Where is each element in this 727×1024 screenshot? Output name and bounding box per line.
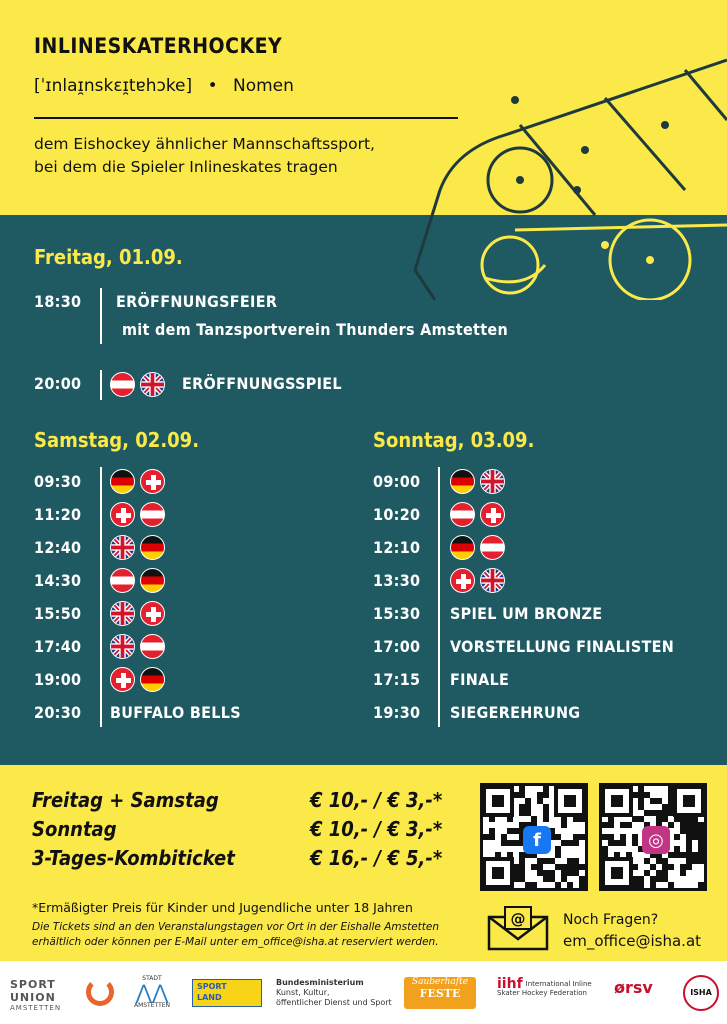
ticket-note-line: Die Tickets sind an den Veranstalungstagen vor Ort in der Eishalle Amstetten (32, 921, 440, 933)
orsv-logo: ørsv (614, 978, 653, 997)
event-time: 09:30 (34, 472, 82, 491)
event-time: 10:20 (373, 505, 421, 524)
definition (34, 133, 375, 179)
timeline-bar (438, 467, 440, 727)
page-title: INLINESKATERHOCKEY (34, 34, 283, 58)
event-subtitle: mit dem Tanzsportverein Thunders Amstetten (122, 320, 509, 339)
ticket-price: € 10,- / € 3,-* (310, 788, 443, 812)
event-time: 20:00 (34, 374, 82, 393)
austria-flag-icon (450, 502, 475, 527)
switzerland-flag-icon (140, 469, 165, 494)
ticket-note (32, 920, 439, 950)
at-symbol: @ (510, 910, 526, 928)
event-time: 19:00 (34, 670, 82, 689)
ticket-price: € 16,- / € 5,-* (310, 846, 443, 870)
event-time: 17:15 (373, 670, 421, 689)
facebook-qr-code[interactable] (480, 783, 588, 891)
event-time: 12:10 (373, 538, 421, 557)
day-heading-friday: Freitag, 01.09. (34, 245, 183, 269)
germany-flag-icon (110, 469, 135, 494)
timeline-bar (100, 370, 102, 400)
uk-flag-icon (480, 469, 505, 494)
facebook-icon: f (523, 826, 551, 854)
event-title: ERÖFFNUNGSFEIER (116, 292, 278, 311)
germany-flag-icon (450, 535, 475, 560)
day-heading-sunday: Sonntag, 03.09. (373, 428, 535, 452)
pronunciation (34, 76, 294, 96)
ticket-label: Freitag + Samstag (32, 788, 219, 812)
event-time: 14:30 (34, 571, 82, 590)
uk-flag-icon (110, 601, 135, 626)
event-time: 12:40 (34, 538, 82, 557)
day-heading-saturday: Samstag, 02.09. (34, 428, 200, 452)
phonetic-text: [ˈɪnlaɪ̯nskɛɪ̯tɐhɔke] (34, 76, 193, 96)
hockey-rink-icon (395, 40, 727, 300)
switzerland-flag-icon (480, 502, 505, 527)
event-title: BUFFALO BELLS (110, 703, 241, 722)
event-time: 20:30 (34, 703, 82, 722)
event-title: VORSTELLUNG FINALISTEN (450, 637, 675, 656)
switzerland-flag-icon (450, 568, 475, 593)
event-time: 19:30 (373, 703, 421, 722)
event-title: SIEGEREHRUNG (450, 703, 581, 722)
event-time: 18:30 (34, 292, 82, 311)
event-time: 17:40 (34, 637, 82, 656)
germany-flag-icon (140, 535, 165, 560)
event-time: 13:30 (373, 571, 421, 590)
switzerland-flag-icon (140, 601, 165, 626)
union-emblem-icon (86, 978, 114, 1006)
uk-flag-icon (140, 372, 165, 397)
austria-flag-icon (110, 568, 135, 593)
uk-flag-icon (110, 535, 135, 560)
switzerland-flag-icon (110, 502, 135, 527)
event-time: 11:20 (34, 505, 82, 524)
instagram-icon: ◎ (642, 826, 670, 854)
reduced-price-note: *Ermäßigter Preis für Kinder und Jugendliche unter 18 Jahren (32, 900, 413, 915)
contact-email[interactable]: em_office@isha.at (563, 932, 702, 950)
event-title: FINALE (450, 670, 510, 689)
uk-flag-icon (480, 568, 505, 593)
event-time: 15:30 (373, 604, 421, 623)
germany-flag-icon (140, 568, 165, 593)
contact-question: Noch Fragen? (563, 912, 659, 928)
event-title: ERÖFFNUNGSSPIEL (182, 374, 342, 393)
timeline-bar (100, 288, 102, 344)
contact-block (563, 910, 701, 952)
austria-flag-icon (110, 372, 135, 397)
event-time: 09:00 (373, 472, 421, 491)
ministry-logo: Bundesministerium Kunst, Kultur, öffentlicher Dienst und Sport (276, 978, 392, 1007)
austria-flag-icon (140, 502, 165, 527)
definition-line: bei dem die Spieler Inlineskates tragen (34, 158, 338, 176)
sauberhafte-feste-logo: Sauberhafte FESTE (404, 977, 476, 1009)
separator: • (207, 76, 218, 96)
stadt-amstetten-logo: STADT ⋀⋀ AMSTETTEN (133, 975, 171, 1009)
ticket-label: 3-Tages-Kombiticket (32, 846, 235, 870)
germany-flag-icon (450, 469, 475, 494)
isha-logo: ISHA (683, 975, 719, 1011)
ticket-price: € 10,- / € 3,-* (310, 817, 443, 841)
uk-flag-icon (110, 634, 135, 659)
ticket-label: Sonntag (32, 817, 117, 841)
iihf-logo: iihf International Inline Skater Hockey Federation (497, 976, 592, 997)
sport-union-logo: SPORT UNION AMSTETTEN (10, 978, 62, 1012)
mountain-icon: ⋀⋀ (135, 980, 169, 1004)
definition-line: dem Eishockey ähnlicher Mannschaftssport, (34, 135, 375, 153)
sportland-logo: SPORT LAND (192, 979, 262, 1007)
divider (34, 117, 458, 119)
austria-flag-icon (480, 535, 505, 560)
event-time: 17:00 (373, 637, 421, 656)
event-title: SPIEL UM BRONZE (450, 604, 603, 623)
switzerland-flag-icon (110, 667, 135, 692)
event-time: 15:50 (34, 604, 82, 623)
timeline-bar (100, 467, 102, 727)
austria-flag-icon (140, 634, 165, 659)
germany-flag-icon (140, 667, 165, 692)
envelope-icon (487, 905, 549, 951)
ticket-note-line: erhältlich oder können per E-Mail unter em_office@isha.at reserviert werden. (32, 936, 439, 948)
instagram-qr-code[interactable] (599, 783, 707, 891)
word-class: Nomen (233, 76, 294, 96)
